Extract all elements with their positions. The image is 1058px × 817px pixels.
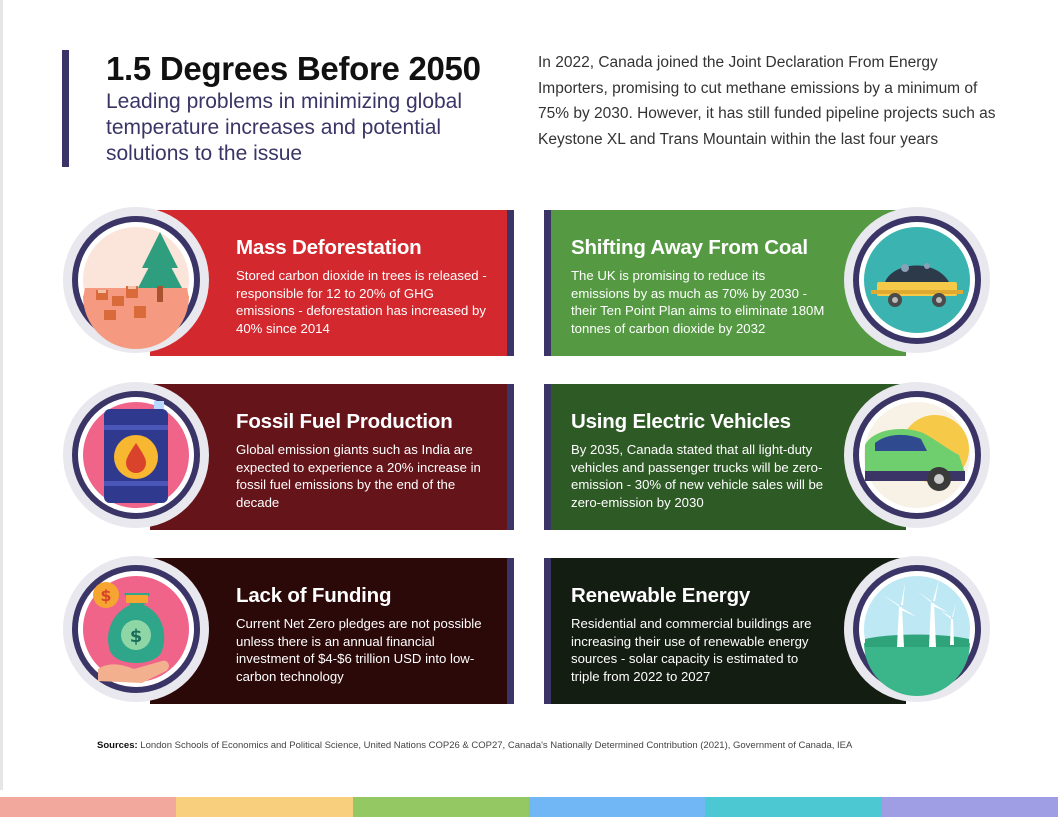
coal-cart-icon [843, 206, 991, 354]
card-title: Fossil Fuel Production [236, 410, 453, 433]
card-title: Renewable Energy [571, 584, 751, 607]
sources-label: Sources: [97, 740, 138, 751]
card-title: Lack of Funding [236, 584, 392, 607]
card-title: Shifting Away From Coal [571, 236, 808, 259]
card-title: Using Electric Vehicles [571, 410, 791, 433]
card-stripe [544, 210, 551, 356]
footer-segment [529, 797, 705, 817]
footer-segment [882, 797, 1058, 817]
card-stripe [544, 558, 551, 704]
card-stripe [544, 384, 551, 530]
wind-turbine-icon [843, 555, 991, 703]
card-title: Mass Deforestation [236, 236, 422, 259]
card-stripe [507, 384, 514, 530]
card-stripe [507, 558, 514, 704]
footer-segment [353, 797, 529, 817]
intro-paragraph: In 2022, Canada joined the Joint Declaration From Energy Importers, promising to cut methane emissions by a minimum of 75% by 2030. However, it has still funded pipeline projects such as Keystone XL and Trans Mountain within the last four years [538, 54, 996, 148]
card-text: Current Net Zero pledges are not possible unless there is an annual financial investment of $4-$6 trillion USD into low-carbon technology [236, 616, 482, 684]
card-text: The UK is promising to reduce its emissions by as much as 70% by 2030 - their Ten Point Plan aims to eliminate 180M tonnes of carbon dioxide by 2032 [571, 268, 825, 336]
deforestation-icon [62, 206, 210, 354]
svg-text:$: $ [129, 626, 143, 647]
card-text: Stored carbon dioxide in trees is released - responsible for 12 to 20% of GHG emissions - deforestation has increased by 40% since 2014 [236, 268, 487, 336]
footer-segment [176, 797, 352, 817]
page-edge [0, 0, 3, 790]
electric-car-icon [843, 381, 991, 529]
card-text: Global emission giants such as India are expected to experience a 20% increase in fossil fuel emissions by the end of the decade [236, 442, 481, 510]
oil-barrel-icon [62, 381, 210, 529]
footer-segment [705, 797, 881, 817]
card-stripe [507, 210, 514, 356]
card-text: By 2035, Canada stated that all light-duty vehicles and passenger trucks will be zero-emission - 30% of new vehicle sales will be zero-emission by 2030 [571, 442, 824, 510]
footer-color-bar [0, 797, 1058, 817]
money-bag-icon [62, 555, 210, 703]
card-text: Residential and commercial buildings are increasing their use of renewable energy sources - solar capacity is estimated to triple from 2022 to 2027 [571, 616, 812, 684]
title-accent-bar [62, 50, 69, 167]
sources-text: London Schools of Economics and Political Science, United Nations COP26 & COP27, Canada's Nationally Determined Contribution (2021), Government of Canada, IEA [140, 740, 853, 751]
svg-text:$: $ [100, 586, 112, 605]
footer-segment [0, 797, 176, 817]
sources-line [97, 740, 852, 751]
page-subtitle: Leading problems in minimizing global temperature increases and potential solutions to the issue [106, 90, 463, 165]
page-title: 1.5 Degrees Before 2050 [106, 50, 481, 87]
